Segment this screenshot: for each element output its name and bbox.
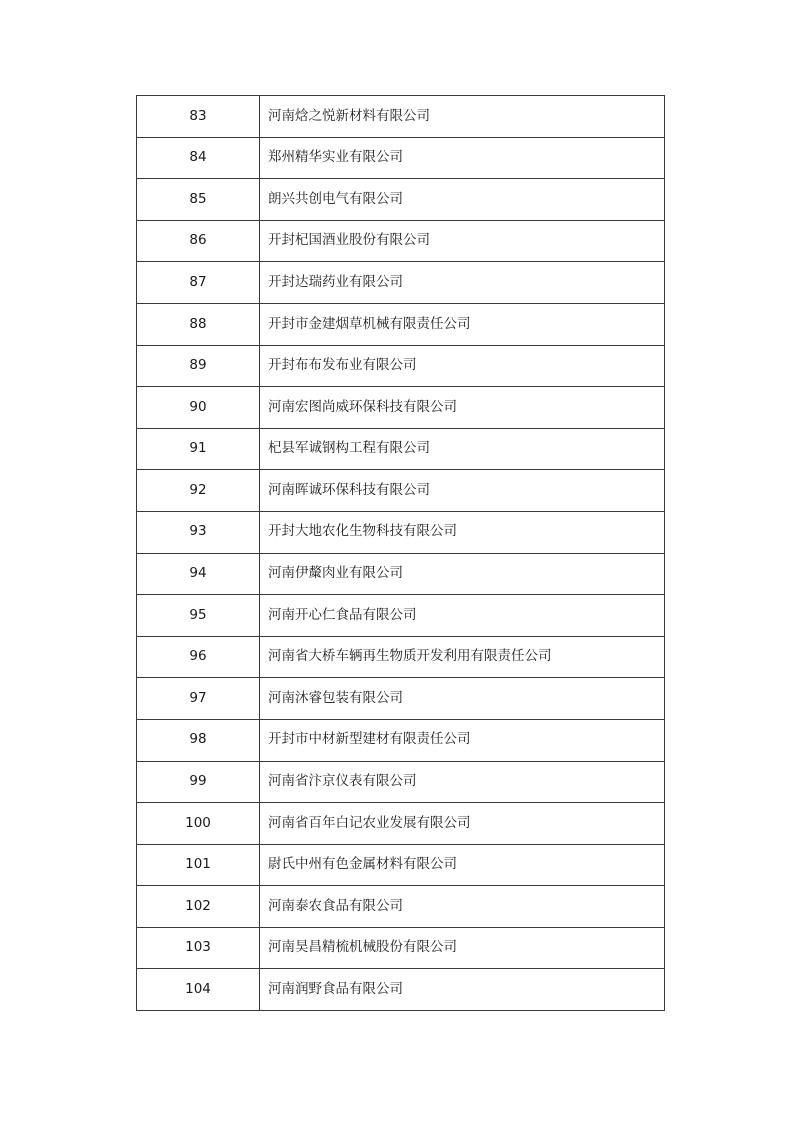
company-name-cell: 河南晖诚环保科技有限公司 xyxy=(260,470,665,512)
table-row xyxy=(137,595,665,637)
row-number-cell: 84 xyxy=(137,137,260,179)
company-name-cell: 河南昊昌精梳机械股份有限公司 xyxy=(260,927,665,969)
row-number-cell: 85 xyxy=(137,179,260,221)
table-row xyxy=(137,803,665,845)
company-name-cell: 郑州精华实业有限公司 xyxy=(260,137,665,179)
company-name-cell: 河南省汴京仪表有限公司 xyxy=(260,761,665,803)
table-row xyxy=(137,428,665,470)
row-number-cell: 87 xyxy=(137,262,260,304)
table-row xyxy=(137,137,665,179)
table-row xyxy=(137,303,665,345)
table-row xyxy=(137,719,665,761)
row-number-cell: 93 xyxy=(137,511,260,553)
table-row xyxy=(137,678,665,720)
company-name-cell: 开封市金建烟草机械有限责任公司 xyxy=(260,303,665,345)
company-name-cell: 尉氏中州有色金属材料有限公司 xyxy=(260,844,665,886)
row-number-cell: 86 xyxy=(137,220,260,262)
row-number-cell: 90 xyxy=(137,387,260,429)
row-number-cell: 102 xyxy=(137,886,260,928)
row-number-cell: 97 xyxy=(137,678,260,720)
company-name-cell: 河南润野食品有限公司 xyxy=(260,969,665,1011)
table-row xyxy=(137,969,665,1011)
table-row xyxy=(137,886,665,928)
row-number-cell: 104 xyxy=(137,969,260,1011)
row-number-cell: 88 xyxy=(137,303,260,345)
row-number-cell: 83 xyxy=(137,96,260,138)
row-number-cell: 94 xyxy=(137,553,260,595)
company-name-cell: 开封市中材新型建材有限责任公司 xyxy=(260,719,665,761)
row-number-cell: 103 xyxy=(137,927,260,969)
company-name-cell: 河南宏图尚威环保科技有限公司 xyxy=(260,387,665,429)
company-name-cell: 河南省百年白记农业发展有限公司 xyxy=(260,803,665,845)
table-row xyxy=(137,553,665,595)
company-name-cell: 河南焓之悦新材料有限公司 xyxy=(260,96,665,138)
row-number-cell: 99 xyxy=(137,761,260,803)
company-name-cell: 杞县军诚钢构工程有限公司 xyxy=(260,428,665,470)
table-row xyxy=(137,220,665,262)
company-name-cell: 河南伊斄肉业有限公司 xyxy=(260,553,665,595)
table-row xyxy=(137,345,665,387)
company-name-cell: 开封大地农化生物科技有限公司 xyxy=(260,511,665,553)
row-number-cell: 98 xyxy=(137,719,260,761)
table-row xyxy=(137,511,665,553)
table-row xyxy=(137,470,665,512)
company-list-table xyxy=(136,95,665,1011)
row-number-cell: 96 xyxy=(137,636,260,678)
table-row xyxy=(137,927,665,969)
table-row xyxy=(137,387,665,429)
row-number-cell: 89 xyxy=(137,345,260,387)
table-row xyxy=(137,96,665,138)
table-body xyxy=(137,96,665,1011)
company-name-cell: 河南开心仁食品有限公司 xyxy=(260,595,665,637)
row-number-cell: 95 xyxy=(137,595,260,637)
company-name-cell: 河南泰农食品有限公司 xyxy=(260,886,665,928)
company-name-cell: 朗兴共创电气有限公司 xyxy=(260,179,665,221)
row-number-cell: 92 xyxy=(137,470,260,512)
table-row xyxy=(137,179,665,221)
company-name-cell: 河南沐睿包装有限公司 xyxy=(260,678,665,720)
table-row xyxy=(137,262,665,304)
company-name-cell: 河南省大桥车辆再生物质开发利用有限责任公司 xyxy=(260,636,665,678)
table-row xyxy=(137,844,665,886)
row-number-cell: 101 xyxy=(137,844,260,886)
company-name-cell: 开封达瑞药业有限公司 xyxy=(260,262,665,304)
company-name-cell: 开封布布发布业有限公司 xyxy=(260,345,665,387)
table-row xyxy=(137,761,665,803)
table-row xyxy=(137,636,665,678)
row-number-cell: 91 xyxy=(137,428,260,470)
row-number-cell: 100 xyxy=(137,803,260,845)
company-name-cell: 开封杞国酒业股份有限公司 xyxy=(260,220,665,262)
